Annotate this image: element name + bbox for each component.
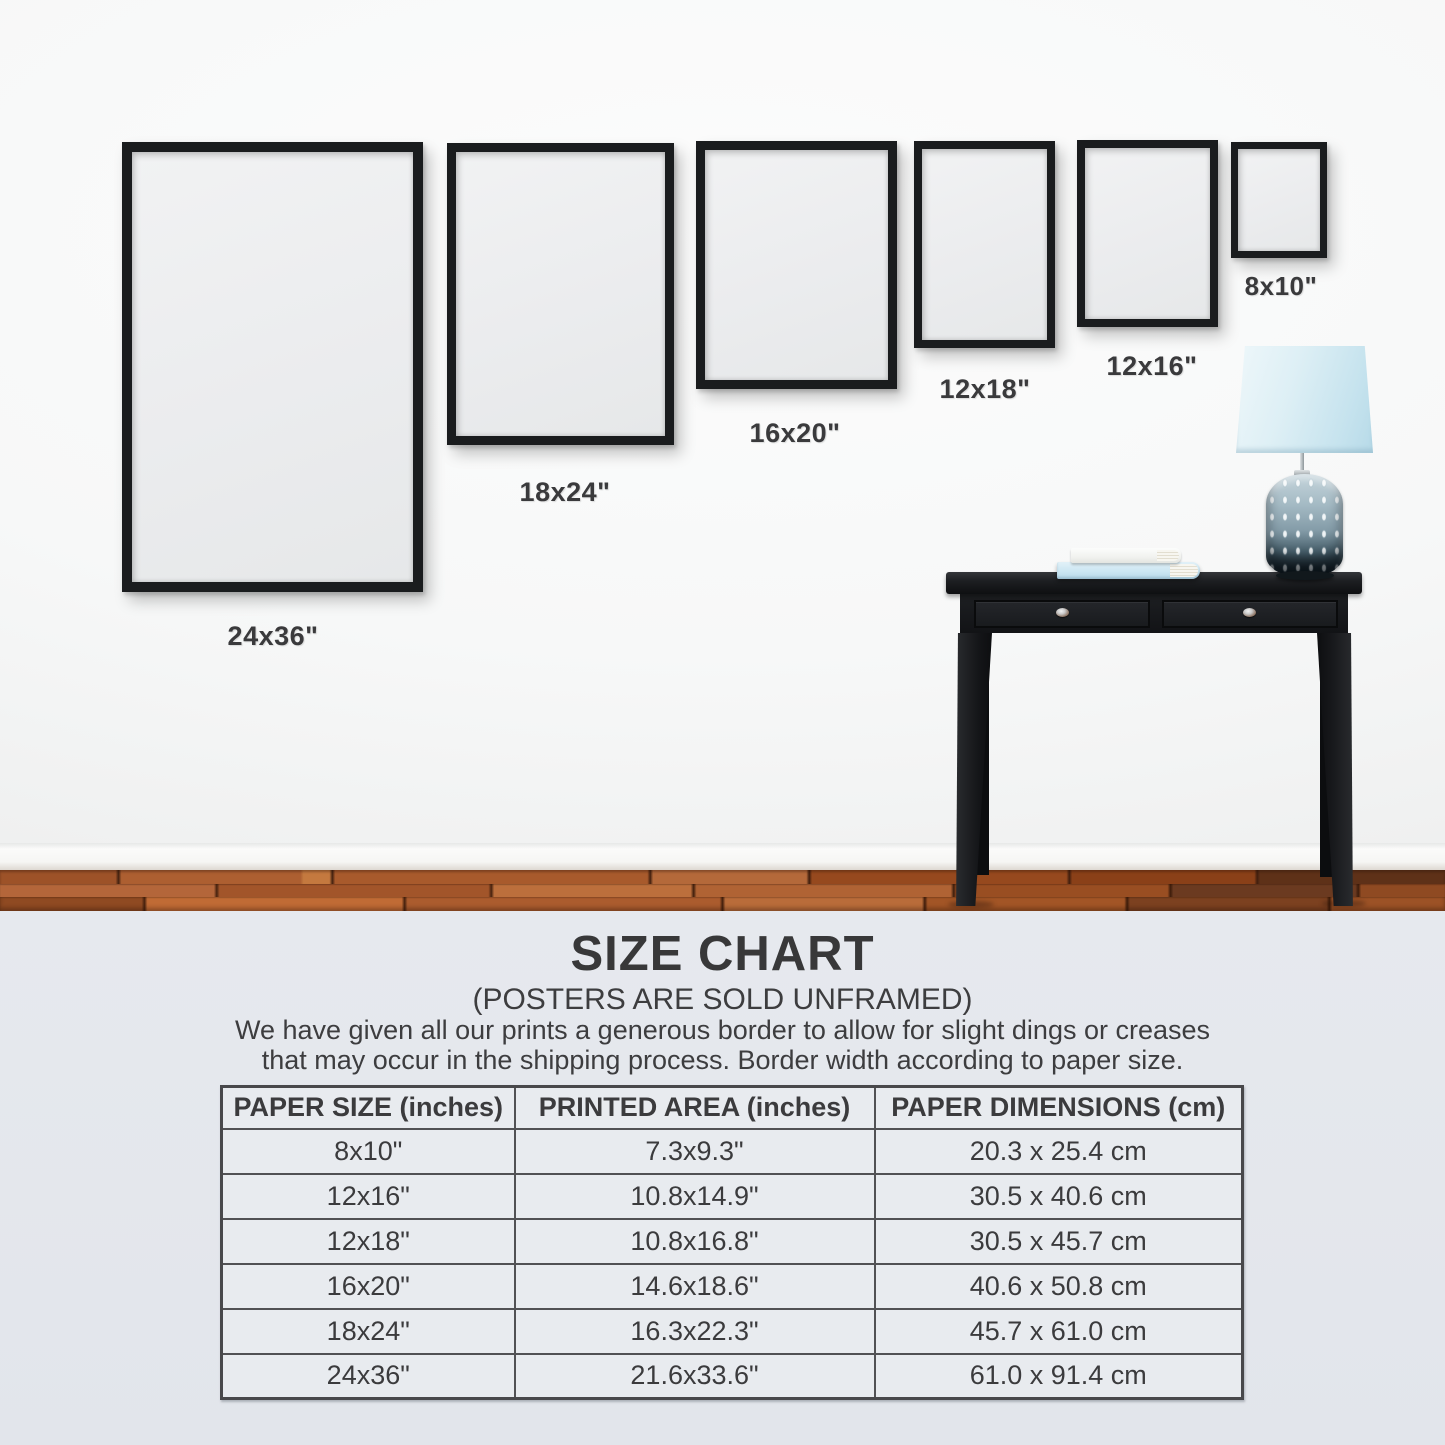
table-row (222, 1354, 1243, 1399)
table-row (222, 1264, 1243, 1309)
cell-printed-area: 16.3x22.3" (515, 1309, 875, 1354)
cell-paper-size: 16x20" (222, 1264, 515, 1309)
cell-paper-size: 18x24" (222, 1309, 515, 1354)
lamp-shade (1236, 346, 1373, 453)
cell-printed-area: 21.6x33.6" (515, 1354, 875, 1399)
cell-paper-dimensions: 30.5 x 45.7 cm (875, 1219, 1243, 1264)
table-row (222, 1309, 1243, 1354)
size-chart-panel (0, 911, 1445, 1445)
drawer-knob-right (1243, 608, 1256, 617)
subtitle: (POSTERS ARE SOLD UNFRAMED) (472, 983, 973, 1016)
floor-plank-row (0, 884, 1445, 897)
book-pages (1157, 550, 1179, 561)
cell-paper-dimensions: 30.5 x 40.6 cm (875, 1174, 1243, 1219)
frame-label-24x36: 24x36" (227, 621, 319, 651)
frame-16x20 (696, 141, 897, 389)
size-table (220, 1085, 1244, 1400)
book-pages (1170, 564, 1198, 577)
cell-paper-size: 12x18" (222, 1219, 515, 1264)
cell-printed-area: 10.8x14.9" (515, 1174, 875, 1219)
description-line-1: We have given all our prints a generous border to allow for slight dings or creases (234, 1015, 1211, 1045)
size-table-header-row (222, 1087, 1243, 1129)
size-table-header-paper-dimensions: PAPER DIMENSIONS (cm) (875, 1087, 1243, 1129)
frame-label-12x18: 12x18" (939, 374, 1031, 404)
cell-printed-area: 7.3x9.3" (515, 1129, 875, 1174)
lamp-glass-base (1266, 474, 1343, 576)
frame-24x36 (122, 142, 423, 592)
book-blue (1057, 562, 1200, 579)
size-table-header-printed-area: PRINTED AREA (inches) (515, 1087, 875, 1129)
drawer-knob-left (1056, 608, 1069, 617)
table-row (222, 1174, 1243, 1219)
frame-label-12x16: 12x16" (1106, 351, 1198, 381)
floor-plank-row (0, 897, 1445, 911)
frame-12x18 (914, 141, 1055, 348)
cell-paper-dimensions: 20.3 x 25.4 cm (875, 1129, 1243, 1174)
wood-floor (0, 870, 1445, 911)
frame-label-18x24: 18x24" (519, 477, 611, 507)
cell-paper-dimensions: 45.7 x 61.0 cm (875, 1309, 1243, 1354)
frame-label-8x10: 8x10" (1244, 271, 1318, 301)
lamp-foot (1276, 571, 1334, 580)
book-white (1071, 548, 1181, 563)
frame-label-16x20: 16x20" (749, 418, 841, 448)
cell-printed-area: 10.8x16.8" (515, 1219, 875, 1264)
table-row (222, 1219, 1243, 1264)
cell-printed-area: 14.6x18.6" (515, 1264, 875, 1309)
description-line-2: that may occur in the shipping process. Border width according to paper size. (261, 1045, 1184, 1075)
table-row (222, 1129, 1243, 1174)
frame-18x24 (447, 143, 674, 445)
cell-paper-dimensions: 61.0 x 91.4 cm (875, 1354, 1243, 1399)
page-title: SIZE CHART (570, 927, 875, 981)
floor-plank-row (0, 870, 1445, 884)
cell-paper-size: 12x16" (222, 1174, 515, 1219)
size-table-header-paper-size: PAPER SIZE (inches) (222, 1087, 515, 1129)
cell-paper-size: 8x10" (222, 1129, 515, 1174)
frame-8x10 (1231, 142, 1327, 258)
baseboard (0, 843, 1445, 870)
cell-paper-dimensions: 40.6 x 50.8 cm (875, 1264, 1243, 1309)
cell-paper-size: 24x36" (222, 1354, 515, 1399)
